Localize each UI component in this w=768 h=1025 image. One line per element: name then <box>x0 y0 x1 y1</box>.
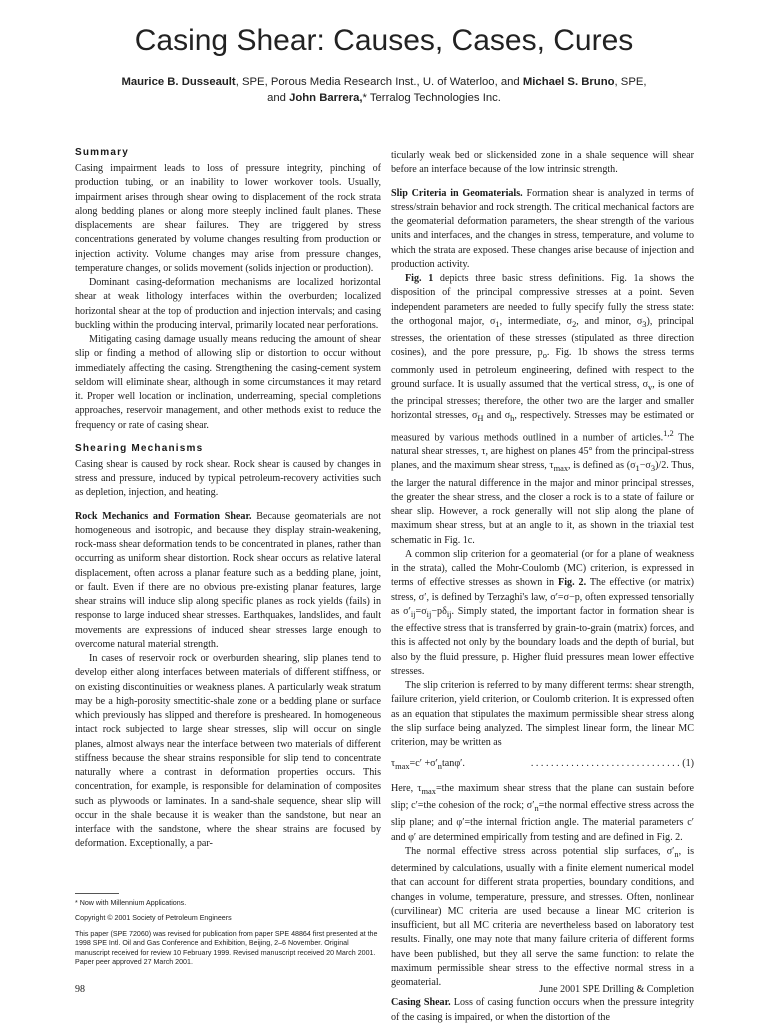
figure-ref: Fig. 1 <box>405 273 434 284</box>
footnotes <box>75 893 381 973</box>
paragraph: Here, $\tau_{max}=the$ maximum shear stress that the plane can sustain before slip; c′=the cohesion of the rock; $\sigma'_n=the$ normal effective stress across the slip plane; and φ′=the internal friction angle. The material parameters c′ and φ′ are determined empirically from testing and are defined in Fig. 2. <box>391 782 695 843</box>
author-affiliation: , SPE, <box>614 76 647 88</box>
paragraph: The normal effective stress across potential slip surfaces, $\sigma'_n$, is determined by calculations, usually with a finite element numerical model that can account for different strata properties, boundary conditions, and changes in volume, temperature, pressure, and stresses. Often, nonlinear (curvilinear) MC criteria are used because a linear MC criterion is insufficient, but all MC criteria are nevertheless based on laboratory test results. Finally, one may note that many failure criteria of different forms have been published, but they all serve the same function: to relate the maximum permissible shear stress to the effective normal stress in a geomaterial. <box>391 845 694 989</box>
paragraph: Casing impairment leads to loss of pressure integrity, pinching of production tubing, or an inability to lower workover tools. Usually, impairment arises through shear owing to displacement of the rock strata along bedding planes or along more steeply inclined fault planes. These displacements are shear failures. They are triggered by stress concentrations generated by volume changes resulting from production or injection activity. Volume changes may arise from pressure changes, temperature changes, or solids movement (solids injection or production). <box>75 163 381 274</box>
left-column <box>75 146 381 852</box>
subsection-lead: Slip Criteria in Geomaterials. <box>391 187 523 199</box>
paragraph: Mitigating casing damage usually means reducing the amount of shear slip or finding a method of allowing slip or distortion to occur without immediately affecting the casing. Strengthening the casing-cement system seldom will eliminate shear, although in some circumstances it may retard it. Proper well location or inclination, underreaming, special completions approaches, reservoir management, and other methods exist to reduce the frequency or rate of casing shear. <box>75 334 381 431</box>
paragraph: Fig. 1 depicts three basic stress definitions. Fig. 1a shows the disposition of the principal compressive stresses at a point. Seven independent parameters are needed to fully specify fully the stress state: the orthogonal major, $\sigma_1$, intermediate, $\sigma_2$, and minor, $\sigma_3$), principal stresses, the orientation of these stresses (stipulated as three direction cosines), and the pore pressure, $p_o$. Fig. 1b shows the stress terms commonly used in petroleum engineering, defined with respect to the ground surface. It is usually assumed that the vertical stress, $\sigma_v$, is one of the principal stresses; therefore, the other two are the larger and smaller horizontal stresses, $\sigma_H$ and $\sigma_h$, respectively. Stresses may be estimated or measured by various methods outlined in a number of articles.$^{1,2}$ The natural shear stresses, τ, are highest on planes 45° from the principal-stress planes, and the maximum shear stress, $\tau_{max}$, is defined as $(\sigma_1-\sigma_3)/2$. Thus, the larger the natural difference in the major and minor principal stresses, the greater the shear stress, and the closer a rock is to a state of failure or shear slip. However, a rock generally will not slip along the plane of maximum shear stress, but at an angle to it, as shown in the triaxial test schematic in Fig. 1c. <box>391 273 695 546</box>
paragraph: In cases of reservoir rock or overburden shearing, slip planes tend to develop either along interfaces between materials of different stiffness, or on existing discontinuities or weakness planes. A particularly weak stratum may be a high-porosity smectitic-shale zone or a bedding plane or surface which previously has slipped and therefore is presheared. In homogeneous intact rock subjected to large shear stresses, slip will occur on single planes, almost always near the interface between two materials of different stiffness because the shear strains responsible for slip tend to concentrate naturally where a contrast in deformation properties occurs. This concentration, for example, is responsible for delamination of composites such as plywoods or laminates. In a sand-shale sequence, shear slip will occur in the shale because it is weaker than the sandstone, but near an interface with the sandstone, where the shear strains are focused by deformation. Exceptionally, a par- <box>75 653 381 850</box>
publication-note: This paper (SPE 72060) was revised for publication from paper SPE 48864 first presented at the 1998 SPE Intl. Oil and Gas Conference and Exhibition, Beijing, 2–6 November. Original manuscript received for review 10 February 1999. Revised manuscript received 20 March 2001. Paper peer approved 27 March 2001. <box>75 929 378 967</box>
paragraph: Slip Criteria in Geomaterials. Formation shear is analyzed in terms of stress/strain behavior and rock strength. The critical mechanical factors are the geomaterial deformation parameters, the shear strength of the various units and interfaces, and the changes in stress, temperature, and volume to which the strata are exposed. These changes arise because of injection and production activity. <box>391 187 694 270</box>
paragraph: ticularly weak bed or slickensided zone in a shale sequence will shear before an interface because of the low intrinsic strength. <box>391 150 694 176</box>
journal-footer: June 2001 SPE Drilling & Completion <box>539 984 694 995</box>
page-number: 98 <box>75 984 85 995</box>
figure-ref: Fig. 2. <box>558 577 587 589</box>
equation-1 <box>391 757 694 774</box>
equation-body: $\tau_{max}=c' +\sigma'_n\tan\varphi'$. <box>391 758 465 772</box>
author-block <box>60 74 708 106</box>
paragraph: Rock Mechanics and Formation Shear. Because geomaterials are not homogeneous and isotropic, and because they display strain-weakening, rock-mass shear deformation tends to be concentrated in planes, rather than occurring as uniform shear distortion. Rock shear occurs as relative lateral displacement, often across a planar feature such as a bedding plane, joint, or fault. Even if there are no obvious pre-existing planar features, large shear strains will induce slip along specific planes as rock yields (fails) in response to large induced shear stresses. Earthquakes, landslides, and fault movements are expressions of induced shear stresses large enough to overcome natural material strength. <box>75 510 381 650</box>
section-heading-shearing: Shearing Mechanisms <box>75 442 204 454</box>
right-column <box>391 149 694 1025</box>
author-name: Michael S. Bruno <box>522 76 615 88</box>
footnote-rule <box>75 893 119 894</box>
section-heading-summary: Summary <box>75 147 129 158</box>
paragraph: Casing shear is caused by rock shear. Rock shear is caused by changes in stress and pressure, induced by typical petroleum-recovery activities such as depletion, injection, and heating. <box>75 458 381 499</box>
author-affiliation: * Terralog Technologies Inc. <box>362 92 501 104</box>
subsection-lead: Casing Shear. <box>391 997 451 1009</box>
paragraph: Casing Shear. Loss of casing function occurs when the pressure integrity of the casing is impaired, or when the distortion of the <box>391 997 694 1023</box>
author-connector: and <box>267 92 290 104</box>
subsection-lead: Rock Mechanics and Formation Shear. <box>75 510 252 522</box>
author-name: John Barrera, <box>289 92 363 104</box>
equation-number: . . . . . . . . . . . . . . . . . . . . . . . . . . . . . . (1) <box>530 758 694 770</box>
paragraph: A common slip criterion for a geomaterial (or for a plane of weakness in the strata), called the Mohr-Coulomb (MC) criterion, is expressed in terms of effective stresses as shown in Fig. 2. The effective (or matrix) stress, σ′, is defined by Terzaghi's law, σ′=σ−p, often expressed tensorially as $\sigma'_{ij}=\sigma_{ij}-p\delta_{ij}$. Simply stated, the important factor in formation shear is the effective stress that is transferred by grain-to-grain (matrix) forces, and this is affected not only by the boundary loads and the depth of burial, but also by the fluid pressure, p. Higher fluid pressures mean lower effective stresses. <box>391 548 695 677</box>
paper-title: Casing Shear: Causes, Cases, Cures <box>134 24 634 57</box>
author-name: Maurice B. Dusseault <box>121 76 236 88</box>
copyright-note: Copyright © 2001 Society of Petroleum Engineers <box>75 914 232 923</box>
paragraph: The slip criterion is referred to by many different terms: shear strength, failure criterion, yield criterion, or Coulomb criterion. It is expressed often as an equation that stipulates the maximum permissible shear stress along the slip surface being analyzed. The simplest linear form, the linear MC criterion, may be written as <box>391 680 694 749</box>
footnote: * Now with Millennium Applications. <box>75 899 187 907</box>
paragraph: Dominant casing-deformation mechanisms are localized horizontal shear at weak lithology interfaces within the overburden; localized horizontal shear at the top of production and injection intervals; and casing buckling within the producing interval, primarily located near perforations. <box>75 277 381 331</box>
author-affiliation: , SPE, Porous Media Research Inst., U. of Waterloo, and <box>235 76 523 88</box>
